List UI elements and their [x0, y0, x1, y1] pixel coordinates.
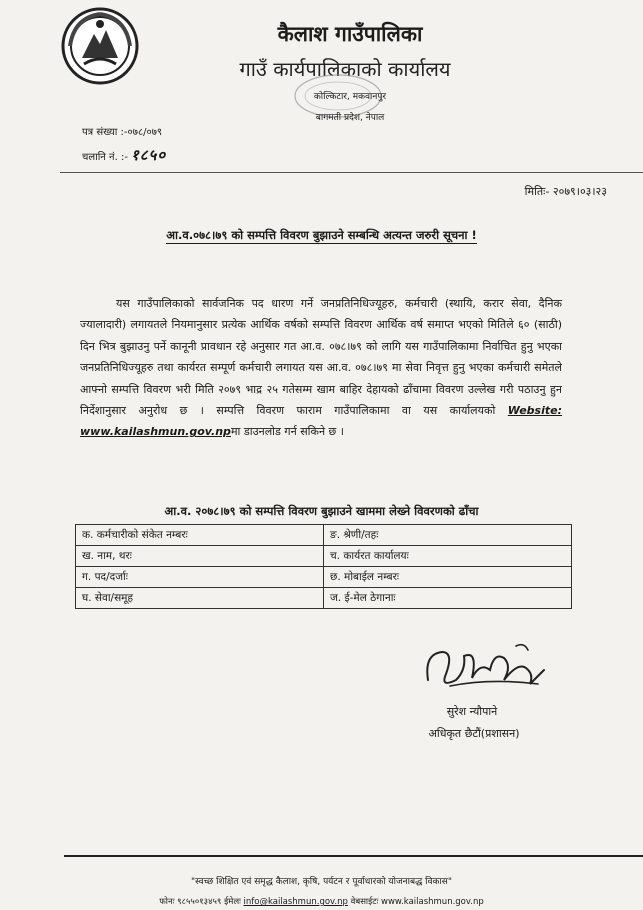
table-cell: घ. सेवा/समूह	[76, 588, 324, 609]
envelope-details-table	[75, 524, 572, 609]
table-cell: छ. मोबाईल नम्बरः	[324, 567, 572, 588]
dispatch-number-label: चलानि नं. :-	[82, 152, 128, 163]
table-cell: ज. ई-मेल ठेगानाः	[324, 588, 572, 609]
letter-number-label: पत्र संख्या :-	[82, 127, 128, 138]
dispatch-number	[82, 145, 166, 165]
email-link[interactable]: info@kailashmun.gov.np	[243, 897, 348, 907]
table-row	[76, 546, 572, 567]
form-table-title: आ.व. २०७८।७९ को सम्पत्ति विवरण बुझाउने खाममा लेख्ने विवरणको ढाँचा	[164, 504, 479, 518]
nepal-emblem-icon	[60, 6, 140, 86]
table-cell: ग. पद/दर्जाः	[76, 567, 324, 588]
signature-icon	[420, 640, 550, 698]
subject-line	[0, 228, 643, 243]
phone-number: ९८५५०१३४५९	[177, 897, 222, 907]
subject-text: आ.व.०७८।७९ को सम्पत्ति विवरण बुझाउने सम्बन्धि अत्यन्त जरुरी सूचना !	[166, 228, 477, 242]
phone-label: फोनः	[159, 897, 175, 907]
table-cell: ख. नाम, थरः	[76, 546, 324, 567]
website-label: Website:	[507, 404, 562, 418]
website-footer-label: वेबसाईटः	[350, 897, 379, 907]
table-row	[76, 567, 572, 588]
letter-number	[82, 124, 162, 138]
notice-body	[80, 293, 562, 443]
table-cell: च. कार्यरत कार्यालयः	[324, 546, 572, 567]
footer-motto: "स्वच्छ शिक्षित एवं समृद्ध कैलाश, कृषि, पर्यटन र पूर्वाधारको योजनाबद्ध विकास"	[191, 877, 452, 887]
dispatch-number-value: १८५०	[130, 146, 167, 164]
office-subtitle: गाउँ कार्यपालिकाको कार्यालय	[239, 57, 451, 81]
notice-body-text: यस गाउँपालिकाको सार्वजनिक पद धारण गर्ने जनप्रतिनिधिज्यूहरु, कर्मचारी (स्थायि, करार सेवा, दैनिक ज्यालादारी) लगायतले नियमानुसार प्रत्येक आर्थिक वर्षको सम्पत्ति विवरण आर्थिक वर्ष समाप्त भएको मितिले ६० (साठी) दिन भित्र बुझाउनु पर्ने कानूनी प्रावधान रहे अनुसार गत आ.व. ०७८।७९ को लागि यस गाउँपालिकामा निर्वाचित हुनु भएका जनप्रतिनिधिज्यूहरु तथा कार्यरत सम्पूर्ण कर्मचारी लगायत यस आ.व. ०७८।७९ मा सेवा निवृत्त हुनु भएका कर्मचारी समेतले आफ्नो सम्पत्ति विवरण भरी मिति २०७९ भाद्र २५ गतेसम्म खाम बाहिर देहायको ढाँचामा विवरण उल्लेख गरी पठाउनु हुन निर्देशानुसार अनुरोध छ । सम्पत्ति विवरण फाराम गाउँपालिकामा वा यस कार्यालयको	[80, 297, 562, 418]
province-line: बागमती प्रदेश, नेपाल	[315, 113, 385, 123]
website-link[interactable]: www.kailashmun.gov.np	[80, 425, 231, 439]
letter-date	[525, 184, 607, 199]
letter-number-value: ०७८/०७९	[127, 127, 163, 138]
table-row	[76, 525, 572, 546]
date-label: मितिः-	[524, 185, 550, 198]
office-title: कैलाश गाउँपालिका	[277, 22, 423, 46]
table-row	[76, 588, 572, 609]
email-label: ईमेलः	[224, 897, 241, 907]
signatory-title: अधिकृत छैटौं(प्रशासन)	[428, 727, 520, 740]
website-footer-link[interactable]: www.kailashmun.gov.np	[381, 897, 484, 907]
notice-body-end: मा डाउनलोड गर्न सकिने छ ।	[230, 425, 344, 439]
signatory-name: सुरेश न्यौपाने	[446, 705, 498, 718]
address-line: कोल्किटार, मकवानपुर	[313, 92, 387, 102]
table-cell: क. कर्मचारीको संकेत नम्बरः	[76, 525, 324, 546]
header-divider	[60, 172, 643, 173]
table-cell: ङ. श्रेणी/तहः	[324, 525, 572, 546]
footer-divider	[64, 855, 643, 857]
date-value: २०७९।०३।२३	[552, 185, 607, 198]
footer-contact	[0, 896, 643, 907]
